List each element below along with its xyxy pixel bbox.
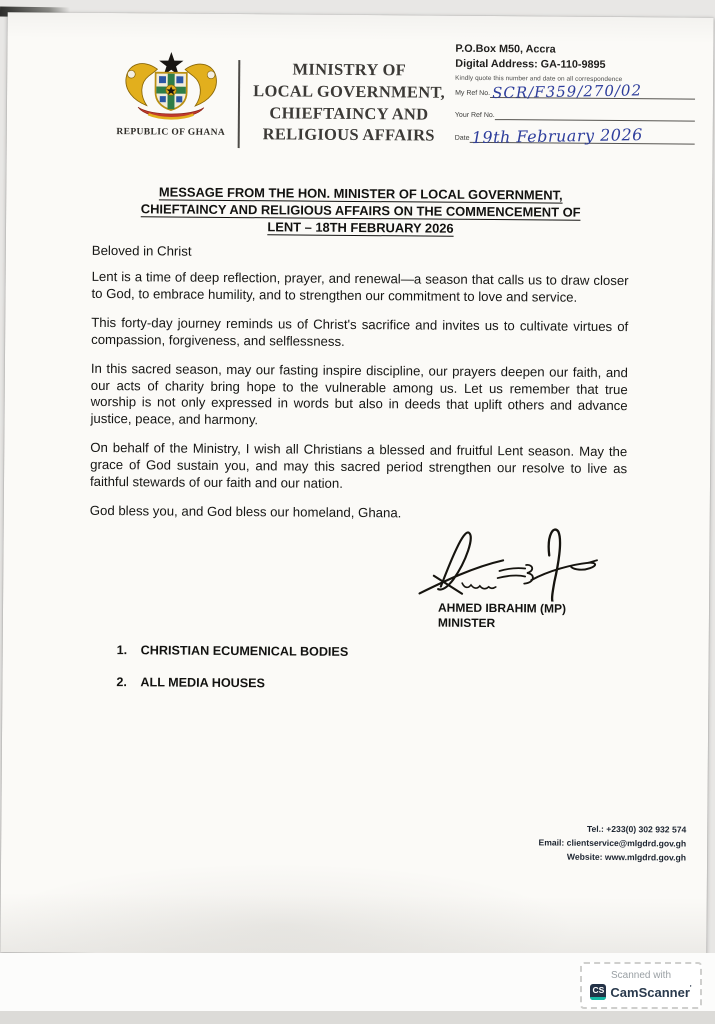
digital-address: Digital Address: GA-110-9895	[455, 57, 606, 71]
camscanner-brand-text: CamScanner	[610, 984, 690, 1000]
camscanner-brand-row	[590, 984, 692, 1000]
letter-body	[88, 183, 629, 711]
my-ref-label: My Ref No.	[455, 89, 491, 98]
scan-bottom-bar	[0, 1011, 715, 1024]
ministry-line-2: LOCAL GOVERNMENT,	[253, 80, 446, 102]
ministry-line-4: RELIGIOUS AFFAIRS	[262, 124, 435, 145]
date-row	[454, 125, 695, 148]
distribution-item-1-number: 1.	[116, 643, 128, 658]
ministry-line-3: CHIEFTAINCY AND	[269, 102, 429, 124]
letterhead-emblem	[111, 49, 232, 138]
minister-signature-icon	[402, 522, 615, 602]
scanned-with-label: Scanned with	[610, 970, 672, 981]
title-line-3: LENT – 18TH FEBRUARY 2026	[267, 219, 454, 236]
closing-line: God bless you, and God bless our homeland, Ghana.	[89, 502, 402, 521]
paragraph-1: Lent is a time of deep reflection, prayer, and renewal—a season that calls us to draw closer to God, to embrace humility, and to strengthen our commitment to love and service.	[91, 268, 629, 305]
ministry-line-1: MINISTRY OF	[292, 59, 407, 80]
distribution-item-2	[116, 675, 625, 693]
ghana-coat-of-arms-icon	[119, 49, 224, 126]
quote-note: Kindly quote this number and date on all correspondence	[455, 74, 623, 84]
your-ref-label: Your Ref No.	[454, 111, 495, 120]
title-line-1: MESSAGE FROM THE HON. MINISTER OF LOCAL GOVERNMENT,	[158, 184, 563, 203]
signature-block	[438, 523, 619, 632]
footer-tel: Tel.: +233(0) 302 932 574	[586, 823, 687, 835]
letter-title	[92, 183, 629, 238]
camscanner-tm-mark: '	[689, 984, 692, 992]
salutation: Beloved in Christ	[91, 242, 192, 259]
distribution-item-1	[117, 643, 626, 661]
footer-website: Website: www.mlgdrd.gov.gh	[566, 851, 687, 863]
camscanner-brand	[610, 985, 691, 1000]
contact-block	[454, 42, 696, 148]
ministry-name	[250, 58, 449, 147]
paragraph-4: On behalf of the Ministry, I wish all Christians a blessed and fruitful Lent season. May the grace of God sustain you, and may this sacred period strengthen our resolve to live as faithful stewards of our faith and our nation.	[89, 440, 628, 491]
title-line-2: CHIEFTAINCY AND RELIGIOUS AFFAIRS ON THE COMMENCEMENT OF	[140, 201, 581, 220]
my-ref-row	[455, 81, 695, 103]
date-line	[469, 125, 694, 148]
letter-page	[0, 12, 713, 958]
camscanner-badge	[580, 962, 702, 1009]
distribution-item-2-text: ALL MEDIA HOUSES	[140, 675, 266, 691]
distribution-item-1-text: CHRISTIAN ECUMENICAL BODIES	[140, 643, 349, 659]
your-ref-row	[455, 109, 695, 122]
date-label: Date	[454, 134, 470, 142]
distribution-item-2-number: 2.	[116, 675, 128, 690]
camscanner-icon: CS	[590, 984, 606, 1000]
my-ref-line	[490, 81, 695, 103]
letterhead-divider	[238, 60, 241, 148]
my-ref-handwritten-value: SCR/F359/270/02	[491, 81, 643, 103]
paragraph-2: This forty-day journey reminds us of Christ's sacrifice and invites us to cultivate virtues of compassion, forgiveness, and selflessness.	[91, 314, 629, 349]
paragraph-3: In this sacred season, may our fasting inspire discipline, our prayers deepen our faith, and our acts of charity bring hope to the vulnerable among us. Let us remember that true worship is not only expressed in words but also in deeds that uplift others and advance justice, peace, and harmony.	[90, 360, 628, 428]
signatory-title: MINISTER	[437, 615, 496, 631]
signatory-name: AHMED IBRAHIM (MP)	[437, 600, 567, 616]
po-box: P.O.Box M50, Accra	[455, 42, 556, 56]
your-ref-line	[495, 109, 695, 122]
distribution-list	[116, 643, 625, 693]
footer-email: Email: clientservice@mlgdrd.gov.gh	[538, 837, 687, 849]
date-handwritten-value: 19th February 2026	[471, 125, 643, 148]
republic-of-ghana-label: REPUBLIC OF GHANA	[116, 127, 226, 138]
page-footer	[538, 822, 686, 865]
